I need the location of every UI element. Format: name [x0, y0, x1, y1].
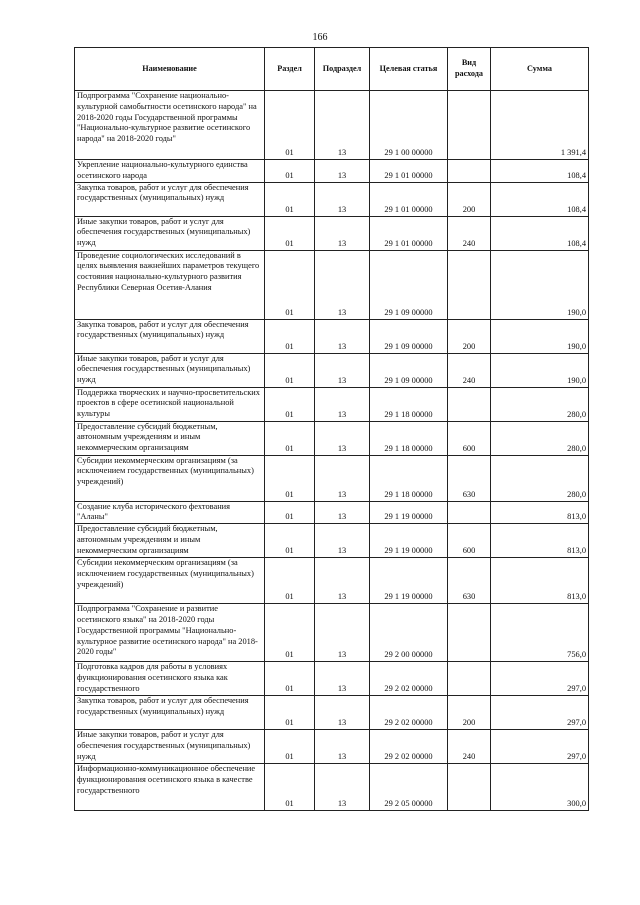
row-section: 01: [265, 764, 315, 811]
table-row: [75, 696, 589, 730]
row-section: 01: [265, 91, 315, 160]
table-row: [75, 764, 589, 811]
row-section: 01: [265, 604, 315, 662]
row-section: 01: [265, 216, 315, 250]
row-subsection: 13: [315, 455, 370, 501]
row-target: 29 1 19 00000: [370, 558, 448, 604]
row-subsection: 13: [315, 387, 370, 421]
row-expense-type: [448, 662, 491, 696]
page-number: 166: [312, 32, 328, 43]
row-amount: 813,0: [491, 524, 589, 558]
row-target: 29 2 02 00000: [370, 662, 448, 696]
row-name: Закупка товаров, работ и услуг для обеспечения государственных (муниципальных) нужд: [75, 696, 265, 730]
table-row: [75, 216, 589, 250]
header-subsection: Подраздел: [315, 48, 370, 91]
row-subsection: 13: [315, 160, 370, 183]
header-section: Раздел: [265, 48, 315, 91]
row-amount: 1 391,4: [491, 91, 589, 160]
row-target: 29 1 01 00000: [370, 160, 448, 183]
row-subsection: 13: [315, 662, 370, 696]
row-name: Информационно-коммуникационное обеспечение функционирования осетинского языка в качестве государственного: [75, 764, 265, 811]
row-target: 29 1 00 00000: [370, 91, 448, 160]
row-section: 01: [265, 250, 315, 319]
budget-table: [74, 47, 589, 811]
row-expense-type: [448, 91, 491, 160]
table-row: [75, 730, 589, 764]
table-row: [75, 421, 589, 455]
row-expense-type: [448, 160, 491, 183]
table-row: [75, 662, 589, 696]
row-amount: 190,0: [491, 353, 589, 387]
header-name: Наименование: [75, 48, 265, 91]
row-expense-type: 600: [448, 524, 491, 558]
row-subsection: 13: [315, 216, 370, 250]
row-amount: 280,0: [491, 387, 589, 421]
row-subsection: 13: [315, 182, 370, 216]
row-amount: 300,0: [491, 764, 589, 811]
row-name: Подпрограмма "Сохранение и развитие осетинского языка" на 2018-2020 годы Государственной программы "Национально-культурное развитие осетинского народа" на 2018-2020 годы": [75, 604, 265, 662]
row-amount: 190,0: [491, 319, 589, 353]
row-subsection: 13: [315, 524, 370, 558]
row-subsection: 13: [315, 319, 370, 353]
row-amount: 108,4: [491, 216, 589, 250]
row-target: 29 1 09 00000: [370, 319, 448, 353]
row-expense-type: [448, 604, 491, 662]
row-name: Создание клуба исторического фехтования "Аланы": [75, 501, 265, 524]
row-target: 29 1 09 00000: [370, 353, 448, 387]
row-amount: 108,4: [491, 160, 589, 183]
row-name: Иные закупки товаров, работ и услуг для обеспечения государственных (муниципальных) нужд: [75, 730, 265, 764]
row-name: Проведение социологических исследований в целях выявления важнейших параметров текущего состояния национально-культурного развития Республики Северная Осетия-Алания: [75, 250, 265, 319]
row-amount: 297,0: [491, 662, 589, 696]
table-row: [75, 353, 589, 387]
row-section: 01: [265, 387, 315, 421]
row-subsection: 13: [315, 353, 370, 387]
row-section: 01: [265, 501, 315, 524]
row-expense-type: 240: [448, 216, 491, 250]
row-name: Укрепление национально-культурного единства осетинского народа: [75, 160, 265, 183]
row-amount: 756,0: [491, 604, 589, 662]
row-expense-type: 600: [448, 421, 491, 455]
row-target: 29 1 09 00000: [370, 250, 448, 319]
row-subsection: 13: [315, 558, 370, 604]
row-subsection: 13: [315, 91, 370, 160]
row-name: Иные закупки товаров, работ и услуг для обеспечения государственных (муниципальных) нужд: [75, 353, 265, 387]
row-expense-type: 240: [448, 353, 491, 387]
table-row: [75, 91, 589, 160]
row-target: 29 1 01 00000: [370, 182, 448, 216]
row-subsection: 13: [315, 250, 370, 319]
header-expense-type: Вид расхода: [448, 48, 491, 91]
row-name: Предоставление субсидий бюджетным, автономным учреждениям и иным некоммерческим организациям: [75, 421, 265, 455]
row-name: Предоставление субсидий бюджетным, автономным учреждениям и иным некоммерческим организациям: [75, 524, 265, 558]
row-section: 01: [265, 696, 315, 730]
row-section: 01: [265, 730, 315, 764]
row-amount: 280,0: [491, 455, 589, 501]
row-amount: 297,0: [491, 730, 589, 764]
row-section: 01: [265, 421, 315, 455]
row-expense-type: 200: [448, 182, 491, 216]
row-amount: 297,0: [491, 696, 589, 730]
row-target: 29 1 18 00000: [370, 455, 448, 501]
row-target: 29 2 00 00000: [370, 604, 448, 662]
row-name: Поддержка творческих и научно-просветительских проектов в сфере осетинской национальной культуры: [75, 387, 265, 421]
table-row: [75, 387, 589, 421]
row-amount: 813,0: [491, 501, 589, 524]
row-target: 29 1 18 00000: [370, 421, 448, 455]
row-section: 01: [265, 524, 315, 558]
row-target: 29 1 18 00000: [370, 387, 448, 421]
header-amount: Сумма: [491, 48, 589, 91]
row-subsection: 13: [315, 421, 370, 455]
header-target: Целевая статья: [370, 48, 448, 91]
row-subsection: 13: [315, 604, 370, 662]
row-target: 29 2 02 00000: [370, 696, 448, 730]
row-target: 29 1 19 00000: [370, 501, 448, 524]
row-expense-type: [448, 501, 491, 524]
row-amount: 813,0: [491, 558, 589, 604]
table-row: [75, 160, 589, 183]
row-name: Подготовка кадров для работы в условиях функционирования осетинского языка как государственного: [75, 662, 265, 696]
row-expense-type: [448, 387, 491, 421]
row-target: 29 1 01 00000: [370, 216, 448, 250]
row-subsection: 13: [315, 764, 370, 811]
row-expense-type: 240: [448, 730, 491, 764]
row-amount: 190,0: [491, 250, 589, 319]
row-section: 01: [265, 319, 315, 353]
table-row: [75, 604, 589, 662]
row-section: 01: [265, 558, 315, 604]
row-name: Иные закупки товаров, работ и услуг для обеспечения государственных (муниципальных) нужд: [75, 216, 265, 250]
row-expense-type: 630: [448, 558, 491, 604]
table-body: [75, 91, 589, 811]
table-row: [75, 250, 589, 319]
row-subsection: 13: [315, 730, 370, 764]
table-row: [75, 501, 589, 524]
table-row: [75, 319, 589, 353]
row-target: 29 1 19 00000: [370, 524, 448, 558]
row-section: 01: [265, 160, 315, 183]
row-amount: 108,4: [491, 182, 589, 216]
row-name: Субсидии некоммерческим организациям (за исключением государственных (муниципальных) учреждений): [75, 558, 265, 604]
row-name: Закупка товаров, работ и услуг для обеспечения государственных (муниципальных) нужд: [75, 182, 265, 216]
table-header-row: [75, 48, 589, 91]
row-expense-type: [448, 764, 491, 811]
row-expense-type: 630: [448, 455, 491, 501]
row-expense-type: [448, 250, 491, 319]
row-subsection: 13: [315, 696, 370, 730]
row-section: 01: [265, 182, 315, 216]
row-expense-type: 200: [448, 696, 491, 730]
row-section: 01: [265, 353, 315, 387]
row-target: 29 2 05 00000: [370, 764, 448, 811]
row-target: 29 2 02 00000: [370, 730, 448, 764]
row-name: Субсидии некоммерческим организациям (за исключением государственных (муниципальных) учреждений): [75, 455, 265, 501]
row-section: 01: [265, 662, 315, 696]
row-name: Закупка товаров, работ и услуг для обеспечения государственных (муниципальных) нужд: [75, 319, 265, 353]
row-subsection: 13: [315, 501, 370, 524]
table-row: [75, 524, 589, 558]
table-row: [75, 182, 589, 216]
row-section: 01: [265, 455, 315, 501]
table-row: [75, 558, 589, 604]
row-name: Подпрограмма "Сохранение национально-культурной самобытности осетинского народа" на 2018-2020 годы Государственной программы "Национально-культурное развитие осетинского народа" на 2018-2020 годы": [75, 91, 265, 160]
row-amount: 280,0: [491, 421, 589, 455]
row-expense-type: 200: [448, 319, 491, 353]
table-row: [75, 455, 589, 501]
